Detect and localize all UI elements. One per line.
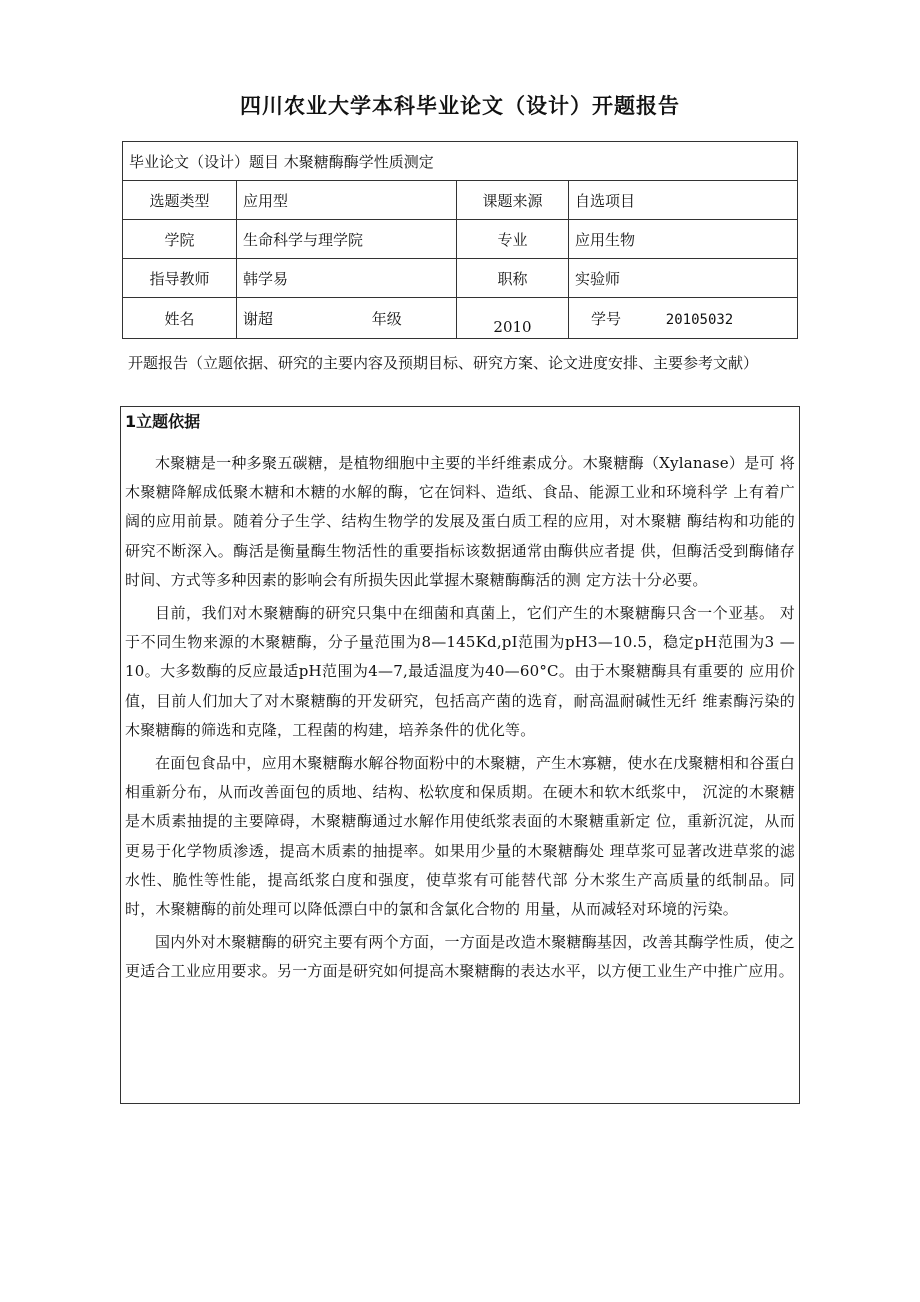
- section-heading: 1立题依据: [125, 412, 201, 431]
- college-value: 生命科学与理学院: [237, 220, 457, 259]
- grade-value: 2010: [457, 298, 569, 339]
- name-grade-cell: [237, 298, 457, 339]
- paragraph: 在面包食品中，应用木聚糖酶水解谷物面粉中的木聚糖，产生木寡糖，使水在戊聚糖相和谷蛋白相重新分布，从而改善面包的质地、结构、松软度和保质期。在硬木和软木纸浆中， 沉淀的木聚糖是木质素抽提的主要障碍，木聚糖酶通过水解作用使纸浆表面的木聚糖重新定 位，重新沉淀，从而更易于化学物质渗透，提高木质素的抽提率。如果用少量的木聚糖酶处 理草浆可显著改进草浆的滤水性、脆性等性能，提高纸浆白度和强度，使草浆有可能替代部 分木浆生产高质量的纸制品。同时，木聚糖酶的前处理可以降低漂白中的氯和含氯化合物的 用量，从而减轻对环境的污染。: [125, 754, 795, 919]
- topic-cell: 毕业论文（设计）题目 木聚糖酶酶学性质测定: [123, 142, 798, 181]
- report-intro: 开题报告（立题依据、研究的主要内容及预期目标、研究方案、论文进度安排、主要参考文献）: [128, 354, 759, 372]
- name-value: 谢超: [243, 309, 274, 328]
- info-table: [122, 141, 798, 339]
- paragraph: 国内外对木聚糖酶的研究主要有两个方面，一方面是改造木聚糖酶基因，改善其酶学性质，使之更适合工业应用要求。另一方面是研究如何提高木聚糖酶的表达水平，以方便工业生产中推广应用。: [125, 933, 795, 981]
- type-label: 选题类型: [123, 181, 237, 220]
- paragraph: 目前，我们对木聚糖酶的研究只集中在细菌和真菌上，它们产生的木聚糖酶只含一个亚基。 对于不同生物来源的木聚糖酶，分子量范围为8—145Kd,pI范围为pH3—10.5，稳定pH范围为3 —10。大多数酶的反应最适pH范围为4—7,最适温度为40—60°C。由于木聚糖酶具有重要的 应用价值，目前人们加大了对木聚糖酶的开发研究，包括高产菌的选育，耐高温耐碱性无纤 维素酶污染的木聚糖酶的筛选和克隆，工程菌的构建，培养条件的优化等。: [125, 604, 795, 739]
- id-value: 20105032: [665, 311, 734, 328]
- rank-value: 实验师: [569, 259, 798, 298]
- name-label: 姓名: [123, 298, 237, 339]
- college-label: 学院: [123, 220, 237, 259]
- type-value: 应用型: [237, 181, 457, 220]
- id-cell: [569, 298, 798, 339]
- rank-label: 职称: [457, 259, 569, 298]
- advisor-label: 指导教师: [123, 259, 237, 298]
- content-box: [120, 406, 800, 1104]
- grade-label: 年级: [371, 309, 402, 328]
- id-label: 学号: [591, 309, 622, 328]
- advisor-value: 韩学易: [237, 259, 457, 298]
- source-value: 自选项目: [569, 181, 798, 220]
- page-title: 四川农业大学本科毕业论文（设计）开题报告: [240, 94, 680, 118]
- source-label: 课题来源: [457, 181, 569, 220]
- major-value: 应用生物: [569, 220, 798, 259]
- paragraph: 木聚糖是一种多聚五碳糖，是植物细胞中主要的半纤维素成分。木聚糖酶（Xylanase）是可 将木聚糖降解成低聚木糖和木糖的水解的酶，它在饲料、造纸、食品、能源工业和环境科学 上有着广阔的应用前景。随着分子生学、结构生物学的发展及蛋白质工程的应用，对木聚糖 酶结构和功能的研究不断深入。酶活是衡量酶生物活性的重要指标该数据通常由酶供应者提 供，但酶活受到酶储存时间、方式等多种因素的影响会有所损失因此掌握木聚糖酶酶活的测 定方法十分必要。: [125, 454, 795, 589]
- major-label: 专业: [457, 220, 569, 259]
